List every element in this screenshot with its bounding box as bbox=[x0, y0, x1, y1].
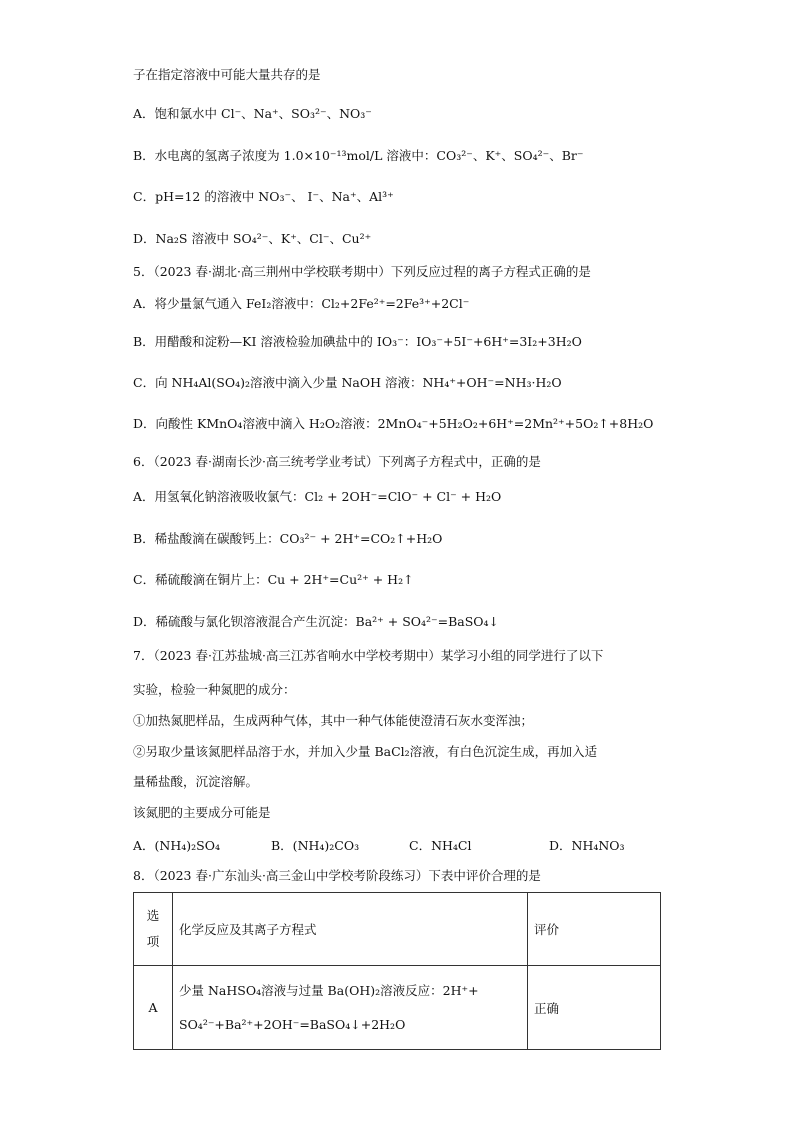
q7-option-c: C．NH₄Cl bbox=[409, 838, 472, 853]
header-option: 选 项 bbox=[134, 893, 173, 966]
q7-step1: ①加热氮肥样品，生成两种气体，其中一种气体能使澄清石灰水变浑浊； bbox=[133, 713, 534, 728]
q7-stem-line1: 7．（2023 春·江苏盐城·高三江苏省响水中学校考期中）某学习小组的同学进行了以下 bbox=[133, 648, 604, 663]
q6-option-a: A．用氢氧化钠溶液吸收氯气：Cl₂ + 2OH⁻=ClO⁻ + Cl⁻ + H₂O bbox=[133, 489, 502, 504]
q4-option-c: C．pH=12 的溶液中 NO₃⁻、 I⁻、Na⁺、Al³⁺ bbox=[133, 189, 394, 204]
table-header-row bbox=[134, 893, 661, 966]
q5-option-b: B．用醋酸和淀粉—KI 溶液检验加碘盐中的 IO₃⁻：IO₃⁻+5I⁻+6H⁺=3I₂+3H₂O bbox=[133, 334, 582, 349]
q8-stem: 8．（2023 春·广东汕头·高三金山中学校考阶段练习）下表中评价合理的是 bbox=[133, 868, 541, 883]
row-evaluation: 正确 bbox=[528, 966, 661, 1050]
table-row bbox=[134, 966, 661, 1050]
q5-stem: 5．（2023 春·湖北·高三荆州中学校联考期中）下列反应过程的离子方程式正确的是 bbox=[133, 264, 591, 279]
header-equation: 化学反应及其离子方程式 bbox=[173, 893, 528, 966]
q7-option-a: A．(NH₄)₂SO₄ bbox=[133, 838, 220, 853]
q4-option-b: B．水电离的氢离子浓度为 1.0×10⁻¹³mol/L 溶液中：CO₃²⁻、K⁺、SO₄²⁻、Br⁻ bbox=[133, 148, 584, 163]
q4-option-d: D．Na₂S 溶液中 SO₄²⁻、K⁺、Cl⁻、Cu²⁺ bbox=[133, 231, 372, 246]
q7-option-b: B．(NH₄)₂CO₃ bbox=[271, 838, 360, 853]
q7-step2-line2: 量稀盐酸，沉淀溶解。 bbox=[133, 774, 259, 789]
q6-option-c: C．稀硫酸滴在铜片上：Cu + 2H⁺=Cu²⁺ + H₂↑ bbox=[133, 572, 414, 587]
q7-question: 该氮肥的主要成分可能是 bbox=[133, 805, 271, 820]
q6-stem: 6．（2023 春·湖南长沙·高三统考学业考试）下列离子方程式中，正确的是 bbox=[133, 454, 541, 469]
q7-step2-line1: ②另取少量该氮肥样品溶于水，并加入少量 BaCl₂溶液，有白色沉淀生成，再加入适 bbox=[133, 744, 598, 759]
row-equation: 少量 NaHSO₄溶液与过量 Ba(OH)₂溶液反应：2H⁺+ SO₄²⁻+Ba²⁺+2OH⁻=BaSO₄↓+2H₂O bbox=[173, 966, 528, 1050]
q6-option-b: B．稀盐酸滴在碳酸钙上：CO₃²⁻ + 2H⁺=CO₂↑+H₂O bbox=[133, 531, 443, 546]
q6-option-d: D．稀硫酸与氯化钡溶液混合产生沉淀：Ba²⁺ + SO₄²⁻=BaSO₄↓ bbox=[133, 614, 500, 629]
q4-stem: 子在指定溶液中可能大量共存的是 bbox=[133, 67, 321, 82]
q5-option-d: D．向酸性 KMnO₄溶液中滴入 H₂O₂溶液：2MnO₄⁻+5H₂O₂+6H⁺=2Mn²⁺+5O₂↑+8H₂O bbox=[133, 416, 654, 431]
q5-option-c: C．向 NH₄Al(SO₄)₂溶液中滴入少量 NaOH 溶液：NH₄⁺+OH⁻=NH₃·H₂O bbox=[133, 375, 562, 390]
row-option: A bbox=[134, 966, 173, 1050]
header-evaluation: 评价 bbox=[528, 893, 661, 966]
q4-option-a: A．饱和氯水中 Cl⁻、Na⁺、SO₃²⁻、NO₃⁻ bbox=[133, 106, 372, 121]
q7-stem-line2: 实验，检验一种氮肥的成分： bbox=[133, 682, 296, 697]
q7-option-d: D．NH₄NO₃ bbox=[549, 838, 625, 853]
evaluation-table bbox=[133, 892, 661, 1050]
q5-option-a: A．将少量氯气通入 FeI₂溶液中：Cl₂+2Fe²⁺=2Fe³⁺+2Cl⁻ bbox=[133, 296, 470, 311]
